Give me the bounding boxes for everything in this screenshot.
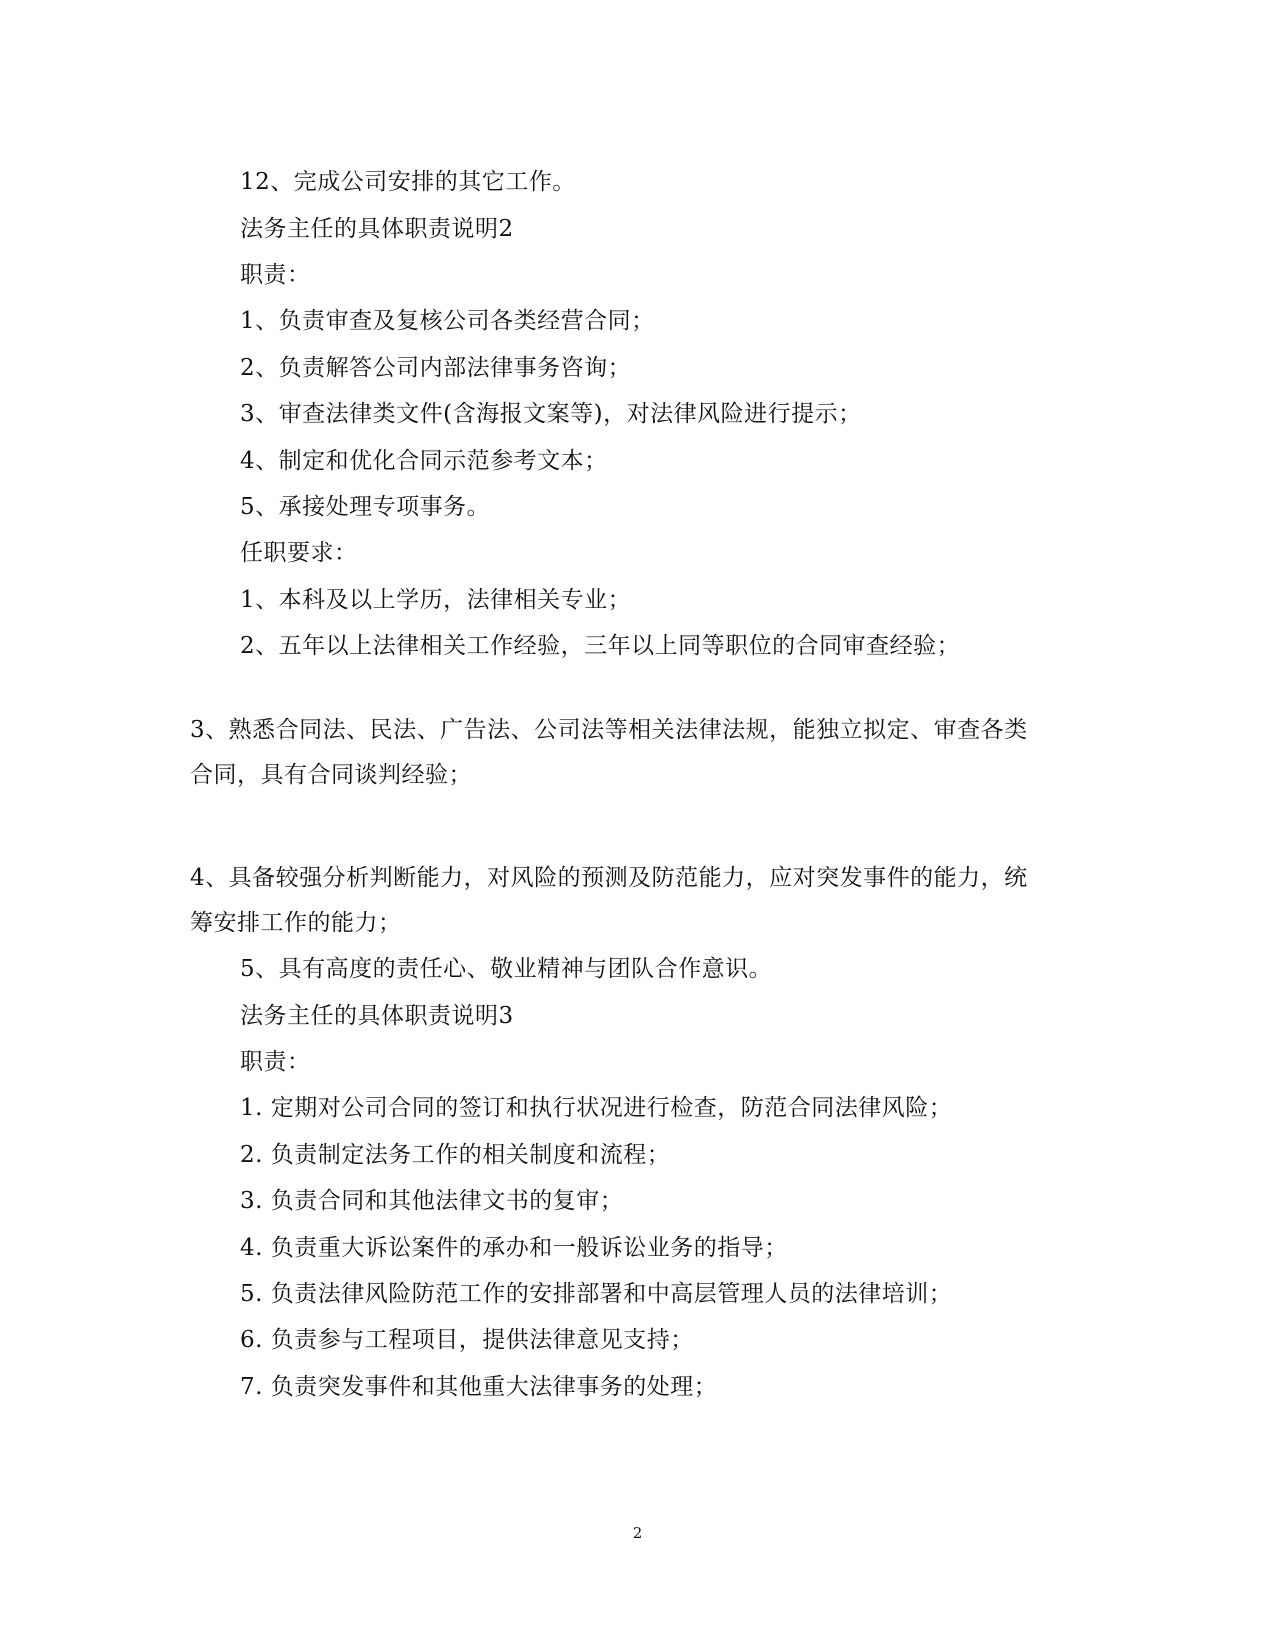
duty-item: 7. 负责突发事件和其他重大法律事务的处理；	[240, 1374, 718, 1400]
paragraph-line: 12、完成公司安排的其它工作。	[240, 169, 576, 195]
duty-item: 5. 负责法律风险防范工作的安排部署和中高层管理人员的法律培训；	[240, 1281, 953, 1307]
duties-label: 职责：	[240, 262, 311, 288]
duty-item: 6. 负责参与工程项目，提供法律意见支持；	[240, 1327, 694, 1353]
duty-item: 5、承接处理专项事务。	[240, 494, 491, 520]
requirement-item-continued: 合同，具有合同谈判经验；	[190, 762, 472, 788]
requirement-item: 2、五年以上法律相关工作经验，三年以上同等职位的合同审查经验；	[240, 633, 961, 659]
requirement-item: 1、本科及以上学历，法律相关专业；	[240, 587, 632, 613]
duties-label: 职责：	[240, 1049, 311, 1075]
duty-item: 4、制定和优化合同示范参考文本；	[240, 448, 608, 474]
duty-item: 1、负责审查及复核公司各类经营合同；	[240, 308, 655, 334]
duty-item: 2、负责解答公司内部法律事务咨询；	[240, 355, 632, 381]
requirements-label: 任职要求：	[240, 540, 358, 566]
requirement-item: 4、具备较强分析判断能力，对风险的预测及防范能力，应对突发事件的能力，统	[190, 865, 1028, 891]
duty-item: 2. 负责制定法务工作的相关制度和流程；	[240, 1142, 671, 1168]
requirement-item: 5、具有高度的责任心、敬业精神与团队合作意识。	[240, 956, 773, 982]
page-number: 2	[632, 1524, 643, 1542]
section-heading-2: 法务主任的具体职责说明2	[240, 216, 514, 242]
duty-item: 1. 定期对公司合同的签订和执行状况进行检查，防范合同法律风险；	[240, 1095, 953, 1121]
requirement-item: 3、熟悉合同法、民法、广告法、公司法等相关法律法规，能独立拟定、审查各类	[190, 717, 1028, 743]
requirement-item-continued: 筹安排工作的能力；	[190, 910, 402, 936]
section-heading-3: 法务主任的具体职责说明3	[240, 1003, 514, 1029]
duty-item: 4. 负责重大诉讼案件的承办和一般诉讼业务的指导；	[240, 1235, 788, 1261]
duty-item: 3、审查法律类文件(含海报文案等)，对法律风险进行提示；	[240, 401, 862, 427]
duty-item: 3. 负责合同和其他法律文书的复审；	[240, 1188, 624, 1214]
